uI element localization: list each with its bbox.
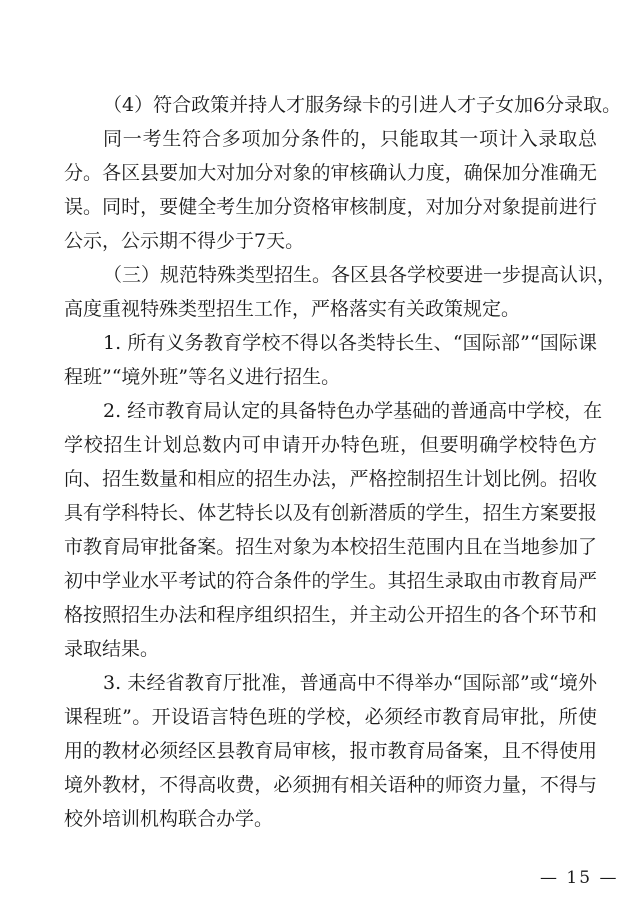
text-line: 初中学业水平考试的符合条件的学生。其招生录取由市教育局严	[64, 570, 597, 592]
document-body	[64, 88, 622, 836]
text-line: 用的教材必须经区县教育局审核，报市教育局备案，且不得使用	[64, 740, 597, 762]
text-line: （4）符合政策并持人才服务绿卡的引进人才子女加6分录取。	[103, 94, 622, 116]
page-number: — 15 —	[540, 868, 619, 888]
text-line: （三）规范特殊类型招生。各区县各学校要进一步提高认识，	[103, 264, 617, 286]
text-line: 1. 所有义务教育学校不得以各类特长生、“国际部”“国际课	[103, 332, 597, 354]
text-line: 2. 经市教育局认定的具备特色办学基础的普通高中学校，在	[103, 400, 603, 422]
text-line: 市教育局审批备案。招生对象为本校招生范围内且在当地参加了	[64, 536, 597, 558]
text-line: 分。各区县要加大对加分对象的审核确认力度，确保加分准确无	[64, 162, 597, 184]
text-line: 学校招生计划总数内可申请开办特色班，但要明确学校特色方	[64, 434, 597, 456]
text-line: 格按照招生办法和程序组织招生，并主动公开招生的各个环节和	[64, 604, 597, 626]
text-line: 境外教材，不得高收费，必须拥有相关语种的师资力量，不得与	[64, 774, 597, 796]
text-line: 具有学科特长、体艺特长以及有创新潜质的学生，招生方案要报	[64, 502, 597, 524]
text-line: 公示，公示期不得少于7天。	[64, 230, 305, 252]
text-line: 3. 未经省教育厅批准，普通高中不得举办“国际部”或“境外	[103, 672, 597, 694]
text-line: 向、招生数量和相应的招生办法，严格控制招生计划比例。招收	[64, 468, 597, 490]
text-line: 录取结果。	[64, 638, 160, 660]
text-line: 程班”“境外班”等名义进行招生。	[64, 366, 341, 388]
text-line: 高度重视特殊类型招生工作，严格落实有关政策规定。	[64, 298, 521, 320]
text-line: 课程班”。开设语言特色班的学校，必须经市教育局审批，所使	[64, 706, 597, 728]
text-line: 校外培训机构联合办学。	[64, 808, 274, 830]
text-line: 同一考生符合多项加分条件的，只能取其一项计入录取总	[103, 128, 597, 150]
text-line: 误。同时，要健全考生加分资格审核制度，对加分对象提前进行	[64, 196, 597, 218]
